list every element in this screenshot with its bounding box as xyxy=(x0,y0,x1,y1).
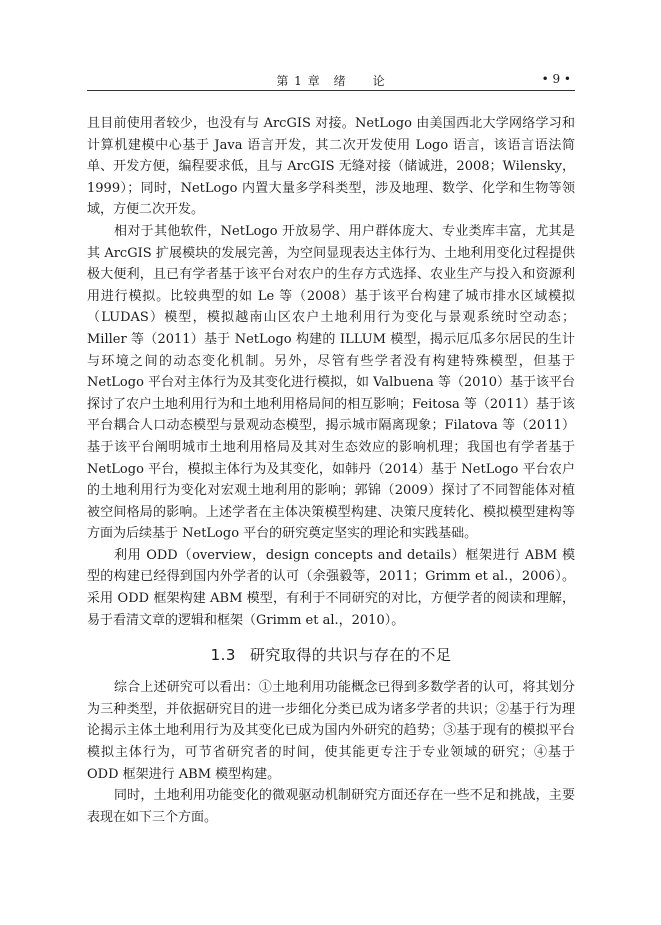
section-heading xyxy=(87,644,575,665)
paragraph-odd-framework: 利用 ODD（overview，design concepts and details）框架进行 ABM 模型的构建已经得到国内外学者的认可（余强毅等，2011；Grimm et al.，2006）。采用 ODD 框架构建 ABM 模型，有利于不同研究的对比，方便学者的阅读和理解，易于看清文章的逻辑和框架（Grimm et al.，2010）。 xyxy=(87,547,575,628)
section-number: 1.3 xyxy=(210,646,236,665)
paragraph-continued: 且目前使用者较少，也没有与 ArcGIS 对接。NetLogo 由美国西北大学网络学习和计算机建模中心基于 Java 语言开发，其二次开发使用 Logo 语言，该语言语法简单、开发方便，编程要求低，且与 ArcGIS 无缝对接（储诚进，2008；Wilensky，1999）；同时，NetLogo 内置大量多学科类型，涉及地理、数学、化学和生物等领域，方便二次开发。 xyxy=(87,116,575,218)
section-title: 研究取得的共识与存在的不足 xyxy=(249,646,452,665)
paragraph-shortcomings: 同时，土地利用功能变化的微观驱动机制研究方面还存在一些不足和挑战，主要表现在如下三个方面。 xyxy=(87,788,575,825)
paragraph-summary: 综合上述研究可以看出：①土地利用功能概念已得到多数学者的认可，将其划分为三种类型，并依据研究目的进一步细化分类已成为诸多学者的共识；②基于行为理论揭示主体土地利用行为及其变化已成为国内外研究的趋势；③基于现有的模拟平台模拟主体行为，可节省研究者的时间，使其能更专注于专业领域的研究；④基于 ODD 框架进行 ABM 模型构建。 xyxy=(87,680,575,782)
chapter-title: 第 1 章 绪 论 xyxy=(276,74,386,88)
running-header xyxy=(87,70,575,91)
page-number: • 9 • xyxy=(541,72,571,86)
body-text xyxy=(87,113,575,828)
paragraph-netlogo-advantages: 相对于其他软件，NetLogo 开放易学、用户群体庞大、专业类库丰富，尤其是其 ArcGIS 扩展模块的发展完善，为空间显现表达主体行为、土地利用变化过程提供极大便利，且已有学者基于该平台对农户的生存方式选择、农业生产与投入和资源利用进行模拟。比较典型的如 Le 等（2008）基于该平台构建了城市排水区域模拟（LUDAS）模型，模拟越南山区农户土地利用行为变化与景观系统时空动态；Miller 等（2011）基于 NetLogo 构建的 ILLUM 模型，揭示厄瓜多尔居民的生计与环境之间的动态变化机制。另外，尽管有些学者没有构建特殊模型，但基于 NetLogo 平台对主体行为及其变化进行模拟，如 Valbuena 等（2010）基于该平台探讨了农户土地利用行为和土地利用格局间的相互影响；Feitosa 等（2011）基于该平台耦合人口动态模型与景观动态模型，揭示城市隔离现象；Filatova 等（2011）基于该平台阐明城市土地利用格局及其对生态效应的影响机理；我国也有学者基于 NetLogo 平台，模拟主体行为及其变化，如韩丹（2014）基于 NetLogo 平台农户的土地利用行为变化对宏观土地利用的影响；郭锦（2009）探讨了不同智能体对植被空间格局的影响。上述学者在主体决策模型构建、决策尺度转化、模拟模型建构等方面为后续基于 NetLogo 平台的研究奠定坚实的理论和实践基础。 xyxy=(87,223,575,542)
